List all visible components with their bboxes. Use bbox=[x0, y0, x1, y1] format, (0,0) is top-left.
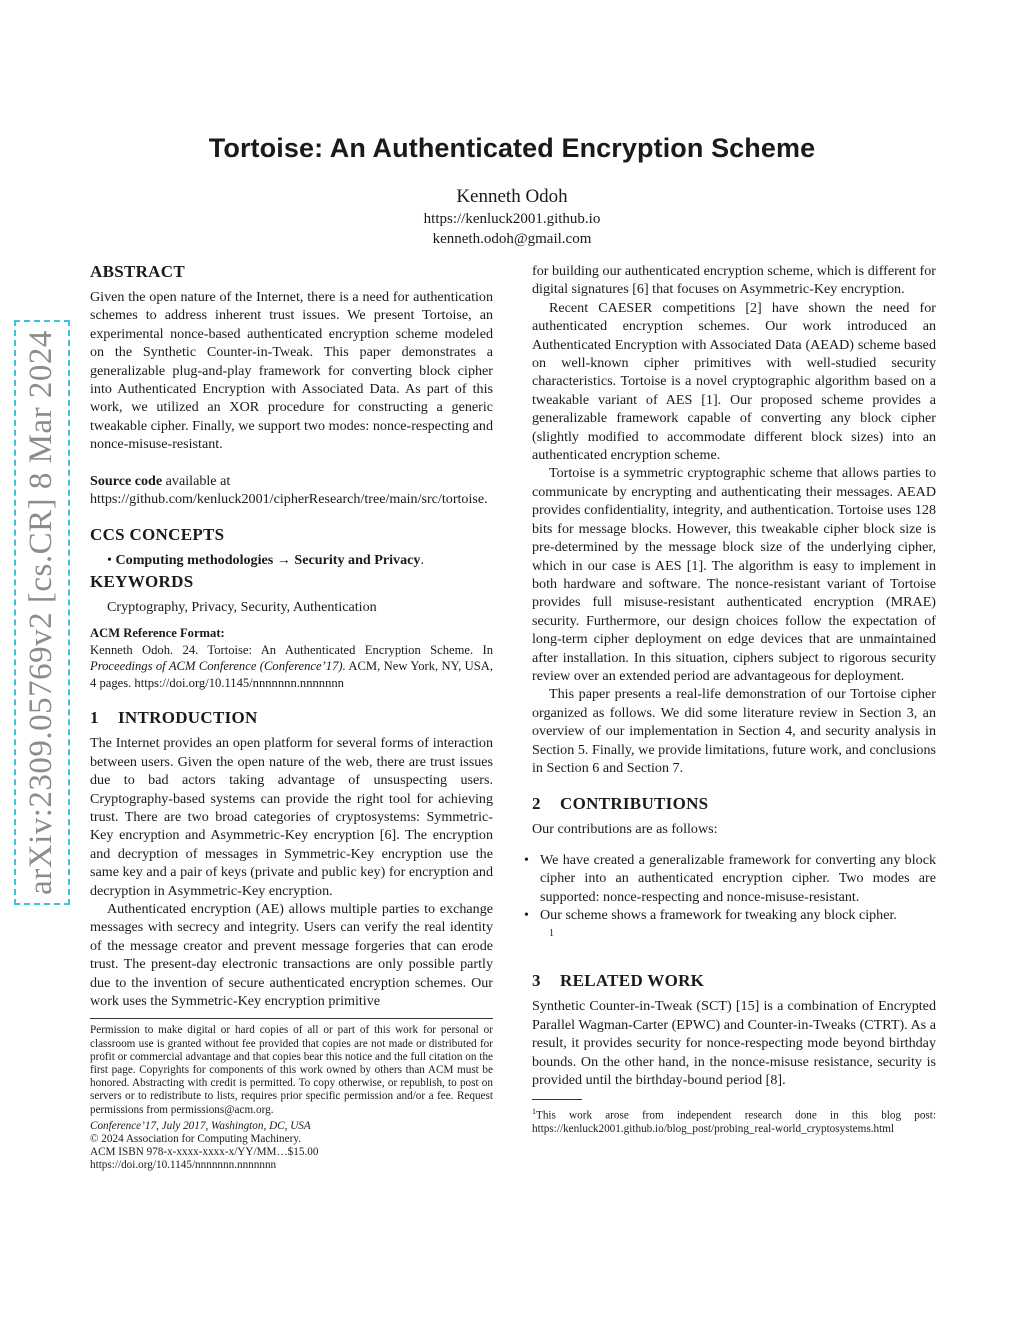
footnote-rule bbox=[532, 1099, 582, 1100]
source-code-line bbox=[90, 472, 493, 509]
keywords-text: Cryptography, Privacy, Security, Authentication bbox=[107, 598, 377, 615]
source-code-link[interactable]: https://github.com/kenluck2001/cipherResearch/tree/main/src/tortoise. bbox=[90, 491, 488, 508]
left-column bbox=[90, 262, 493, 1173]
ccs-end: . bbox=[420, 552, 424, 569]
bullet-dot: • bbox=[524, 907, 529, 923]
abstract-text: Given the open nature of the Internet, there is a need for authentication schemes to address inherent trust issues. We present Tortoise, an experimental nonce-based authenticated encryption scheme modeled on the Synthetic Counter-in-Tweak. This paper demonstrates a generalizable plug-and-play framework for converting block cipher into Authenticated Encryption with Associated Data. As part of this work, we utilized an XOR procedure for constructing a generic tweakable cipher. Finally, we support two modes: nonce-respecting and nonce-misuse-resistant. bbox=[90, 289, 493, 453]
contributions-intro: Our contributions are as follows: bbox=[532, 821, 718, 838]
footnote-marker: 1 bbox=[549, 928, 554, 940]
contributions-list bbox=[524, 851, 936, 925]
arxiv-stamp bbox=[14, 320, 70, 905]
intro-paragraph-4: Recent CAESER competitions [2] have shown the need for authenticated encryption schemes. Our work introduced an Authenticated Encryption with Associated Data (AEAD) scheme based on well-known cipher primitives with well-studied security characteristics. Tortoise is a novel cryptographic algorithm based on a tweakable variant of AES [1]. Our proposed scheme provides a generalizable framework capable of converting any block cipher (slightly modified to accommodate different block sizes) into an authenticated encryption scheme. bbox=[532, 299, 936, 464]
acm-ref-proceedings: Proceedings of ACM Conference (Conference’17). bbox=[90, 659, 346, 674]
footnote-text: This work arose from independent research done in this blog post: https://kenluck2001.github.io/blog_post/probing_real-world_cryptosystems.html bbox=[532, 1110, 936, 1136]
contribution-text: Our scheme shows a framework for tweaking any block cipher. bbox=[540, 907, 897, 923]
intro-heading bbox=[90, 708, 493, 728]
intro-title: INTRODUCTION bbox=[118, 708, 258, 728]
acm-ref-text bbox=[90, 642, 493, 692]
arxiv-id[interactable]: arXiv:2309.05769v2 [cs.CR] 8 Mar 2024 bbox=[14, 320, 70, 905]
acm-ref-line1: Kenneth Odoh. 24. Tortoise: An Authenticated Encryption Scheme. In bbox=[90, 642, 493, 657]
intro-paragraph-2: Authenticated encryption (AE) allows multiple parties to exchange messages with secrecy and integrity. Users can verify the real identity of the message creator and prevent message forgeries that can erode trust. The present-day electronic transactions are only possible partly due to the invention of secure authenticated encryption schemes. Our work uses the Symmetric-Key encryption primitive bbox=[90, 900, 493, 1009]
related-title: RELATED WORK bbox=[560, 971, 705, 991]
related-num: 3 bbox=[532, 971, 541, 991]
contribution-text: We have created a generalizable framework for converting any block cipher into an authenticated encryption cipher. Two modes are supported: nonce-respecting and nonce-misuse-resistant. bbox=[540, 851, 936, 905]
doi-line[interactable]: https://doi.org/10.1145/nnnnnnn.nnnnnnn bbox=[90, 1159, 277, 1172]
source-code-suffix: available at bbox=[162, 472, 231, 489]
permission-text: Permission to make digital or hard copies of all or part of this work for personal or classroom use is granted without fee provided that copies are not made or distributed for profit or commercial advantage and that copies bear this notice and the full citation on the first page. Copyrights for components of this work owned by others than ACM must be honored. Abstracting with credit is permitted. To copy otherwise, or republish, to post on servers or to redistribute to lists, requires prior specific permission and/or a fee. Request permissions from permissions@acm.org. bbox=[90, 1024, 493, 1116]
permission-rule bbox=[90, 1018, 493, 1019]
ccs-concepts bbox=[90, 551, 493, 569]
contributions-heading bbox=[532, 794, 936, 814]
intro-paragraph-5: Tortoise is a symmetric cryptographic scheme that allows parties to communicate by encrypting and authenticating their messages. AEAD provides confidentiality, integrity, and authentication. Tortoise uses 128 bits for message blocks. However, this tweakable cipher block size is pre-determined by the message block size of the underlying cipher, which in our case is AES [1]. The algorithm is easy to implement in both hardware and software. The nonce-resistant variant of Tortoise provides full misuse-resistant authenticated encryption (MRAE) security. Furthermore, our design choices follow the expectation of long-term cipher deployment on edge devices that are unmaintained after installation. In this situation, ciphers subject to rigorous security review over an extended period are advantageous for deployment. bbox=[532, 465, 936, 684]
isbn-line: ACM ISBN 978-x-xxxx-xxxx-x/YY/MM…$15.00 bbox=[90, 1146, 319, 1159]
conference-line: Conference’17, July 2017, Washington, DC, USA bbox=[90, 1119, 311, 1132]
ccs-bullet: • bbox=[107, 552, 112, 569]
intro-paragraph-3: for building our authenticated encryption scheme, which is different for digital signatures [6] that focuses on Asymmetric-Key encryption. bbox=[532, 263, 936, 298]
ccs-arrow: → bbox=[273, 552, 295, 569]
contribution-item bbox=[524, 906, 936, 924]
intro-paragraph-6: This paper presents a real-life demonstration of our Tortoise cipher organized as follows. We did some literature review in Section 3, an overview of our implementation in Section 4, and security analysis in Section 5. Finally, we provide limitations, future work, and conclusions in Section 6 and Section 7. bbox=[532, 686, 936, 776]
ccs-heading: CCS CONCEPTS bbox=[90, 525, 225, 545]
author-email[interactable]: kenneth.odoh@gmail.com bbox=[432, 231, 592, 247]
copyright-line: © 2024 Association for Computing Machinery. bbox=[90, 1133, 301, 1145]
bullet-dot: • bbox=[524, 851, 529, 868]
right-column bbox=[524, 262, 936, 1137]
ccs-item-b: Security and Privacy bbox=[294, 552, 421, 569]
source-code-label: Source code bbox=[90, 472, 163, 489]
contributions-num: 2 bbox=[532, 794, 541, 814]
acm-ref-line2: ACM, New York, NY, USA, 4 pages. https://doi.org/10.1145/nnnnnnn.nnnnnnn bbox=[90, 659, 493, 690]
contribution-item bbox=[524, 851, 936, 906]
abstract-heading: ABSTRACT bbox=[90, 262, 185, 281]
acm-ref-heading: ACM Reference Format: bbox=[90, 626, 225, 641]
keywords-heading: KEYWORDS bbox=[90, 571, 194, 591]
author-name: Kenneth Odoh bbox=[456, 186, 568, 207]
ccs-item-a: Computing methodologies bbox=[115, 552, 274, 569]
related-paragraph-1: Synthetic Counter-in-Tweak (SCT) [15] is a combination of Encrypted Parallel Wagman-Carter (EPWC) and Counter-in-Tweaks (CTRT). As a result, it provides security for nonce-respecting mode beyond birthday bounds. On the other hand, in the nonce-misuse resistance, security is provided until the birthday-bound period [8]. bbox=[532, 998, 936, 1089]
intro-num: 1 bbox=[90, 708, 99, 728]
paper-title: Tortoise: An Authenticated Encryption Scheme bbox=[208, 133, 816, 163]
footnote bbox=[532, 1105, 936, 1136]
intro-paragraph-1: The Internet provides an open platform for several forms of interaction between users. Given the open nature of the web, there are trust issues due to bad actors taking advantage of unsuspecting users. Cryptography-based systems can provide the right tool for achieving trust. There are two broad categories of cryptosystems: Symmetric-Key encryption and Asymmetric-Key encryption [6]. The encryption and decryption of messages in Symmetric-Key encryption use the same key and a pair of keys (private and public key) for encryption and decryption in Asymmetric-Key encryption. bbox=[90, 735, 493, 899]
footnote-mark: 1 bbox=[532, 1107, 536, 1117]
contributions-title: CONTRIBUTIONS bbox=[560, 794, 709, 814]
related-heading bbox=[532, 971, 936, 991]
author-website[interactable]: https://kenluck2001.github.io bbox=[423, 211, 601, 227]
